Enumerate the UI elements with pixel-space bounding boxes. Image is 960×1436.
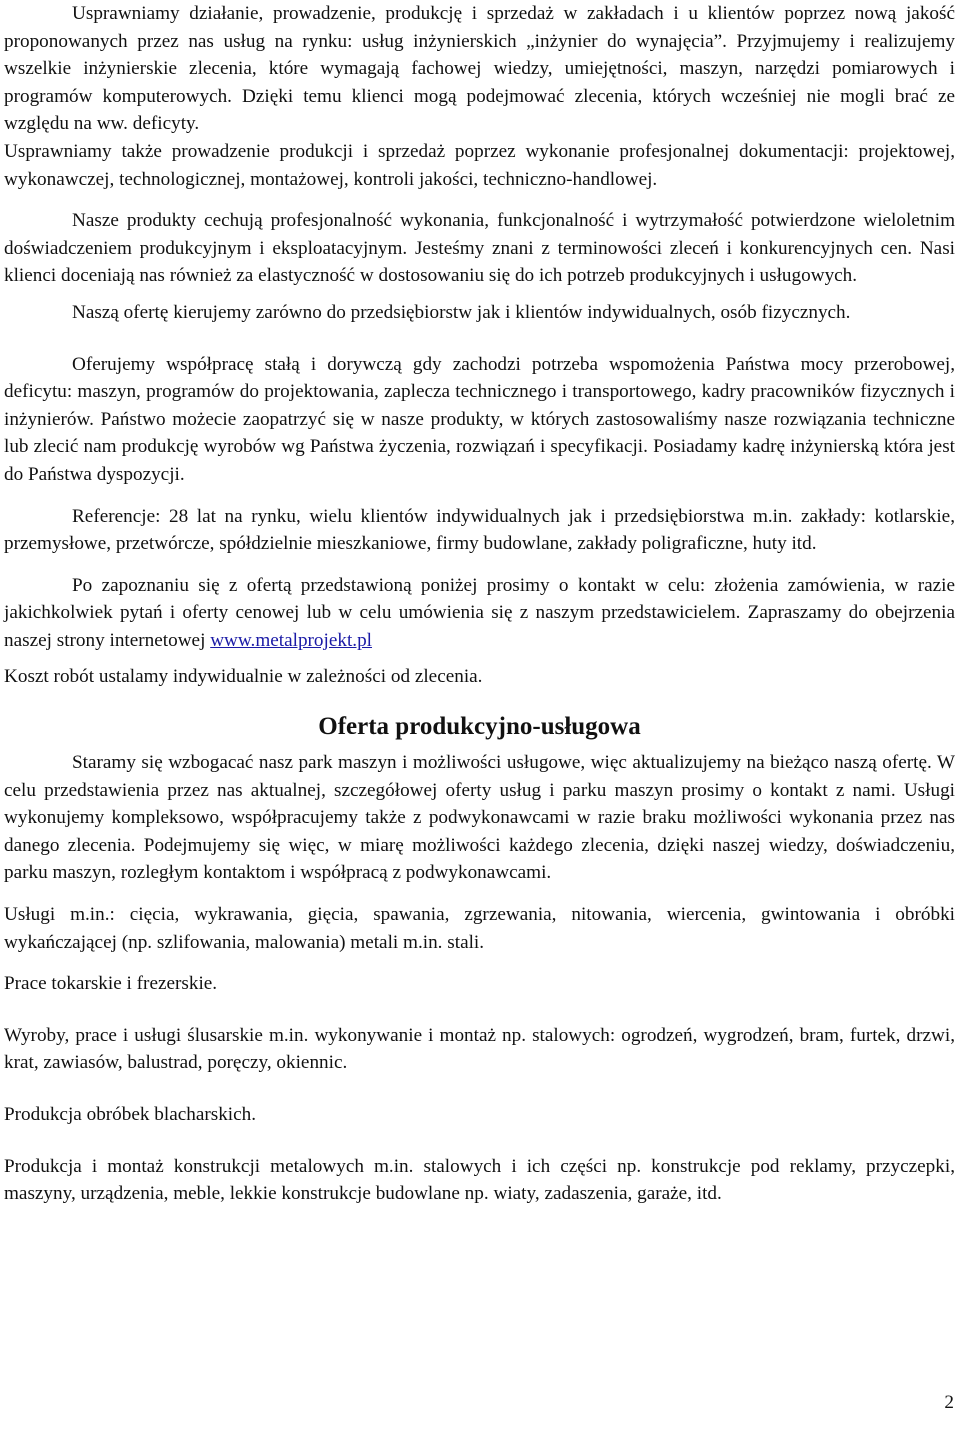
section-heading: Oferta produkcyjno-usługowa [318, 713, 641, 741]
intro-paragraph: Usprawniamy działanie, prowadzenie, produkcję i sprzedaż w zakładach i u klientów poprzez nową jakość proponowanych przez nas usług na rynku: usług inżynierskich „inżynier do wynajęcia”. Przyjmujemy i realizujemy wszelkie inżynierskie zlecenia, które wymagają fachowej wiedzy, umiejętności, maszyn, narzędzi pomiarowych i programów komputerowych. Dzięki temu klienci mogą podejmować zlecenia, których wcześniej nie mogli brać ze względu na ww. deficyty. [4, 3, 955, 135]
services-paragraph: Usługi m.in.: cięcia, wykrawania, gięcia, spawania, zgrzewania, nitowania, wiercenia, gwintowania i obróbki wykańczającej (np. szlifowania, malowania) metali m.in. stali. [4, 904, 955, 953]
documentation-paragraph: Usprawniamy także prowadzenie produkcji i sprzedaż poprzez wykonanie profesjonalnej dokumentacji: projektowej, wykonawczej, technologicznej, montażowej, kontroli jakości, techniczno-handlowej. [4, 140, 955, 190]
turning-milling-paragraph: Prace tokarskie i frezerskie. [4, 973, 218, 995]
document-page [4, 0, 955, 1208]
references-paragraph: Referencje: 28 lat na rynku, wielu klientów indywidualnych jak i przedsiębiorstwa m.in. zakłady: kotlarskie, przemysłowe, przetwórcze, spółdzielnie mieszkaniowe, firmy budowlane, zakłady poligraficzne, huty itd. [4, 505, 955, 555]
page-number: 2 [944, 1392, 954, 1413]
contact-paragraph [4, 572, 955, 655]
target-clients-paragraph: Naszą ofertę kierujemy zarówno do przedsiębiorstw jak i klientów indywidualnych, osób fizycznych. [72, 301, 851, 323]
products-paragraph: Nasze produkty cechują profesjonalność wykonania, funkcjonalność i wytrzymałość potwierdzone wieloletnim doświadczeniem produkcyjnym i eksploatacyjnym. Jesteśmy znani z terminowości zleceń i konkurencyjnych cen. Nasi klienci doceniają nas również za elastyczność w dostosowaniu się do ich potrzeb produkcyjnych i usługowych. [4, 210, 955, 287]
cost-paragraph: Koszt robót ustalamy indywidualnie w zależności od zlecenia. [4, 666, 483, 688]
cooperation-paragraph: Oferujemy współpracę stałą i dorywczą gdy zachodzi potrzeba wspomożenia Państwa mocy przerobowej, deficytu: maszyn, programów do projektowania, zaplecza technicznego i transportowego, kadry pracowników fizycznych i inżynierów. Państwo możecie zaopatrzyć się w nasze produkty, w których zastosowaliśmy nasze rozwiązania techniczne lub zlecić nam produkcję wyrobów wg Państwa życzenia, rozwiązań i specyfikacji. Posiadamy kadrę inżynierską która jest do Państwa dyspozycji. [4, 353, 955, 485]
sheet-metal-paragraph: Produkcja obróbek blacharskich. [4, 1104, 257, 1125]
offer-paragraph: Staramy się wzbogacać nasz park maszyn i możliwości usługowe, więc aktualizujemy na bieżąco naszą ofertę. W celu przedstawienia przez nas aktualnej, szczegółowej oferty usług i parku maszyn prosimy o kontakt z nami. Usługi wykonujemy kompleksowo, współpracujemy także z podwykonawcami w razie braku możliwości wykonania przez nas danego zlecenia. Podejmujemy się więc, w miarę możliwości każdego zlecenia, dzięki naszej wiedzy, doświadczeniu, parku maszyn, rozległym kontaktom i współpracą z podwykonawcami. [4, 752, 955, 884]
metal-structures-paragraph: Produkcja i montaż konstrukcji metalowych m.in. stalowych i ich części np. konstrukcje pod reklamy, przyczepki, maszyny, urządzenia, meble, lekkie konstrukcje budowlane np. wiaty, zadaszenia, garaże, itd. [4, 1155, 955, 1205]
website-link[interactable]: www.metalprojekt.pl [210, 629, 373, 651]
contact-text: Po zapoznaniu się z ofertą przedstawioną poniżej prosimy o kontakt w celu: złożenia zamówienia, w razie jakichkolwiek pytań i oferty cenowej lub w celu umówienia się z naszym przedstawicielem. Zapraszamy do obejrzenia naszej strony internetowej [4, 574, 955, 651]
locksmith-paragraph: Wyroby, prace i usługi ślusarskie m.in. wykonywanie i montaż np. stalowych: ogrodzeń, wygrodzeń, bram, furtek, drzwi, krat, zawiasów, balustrad, poręczy, okiennic. [4, 1024, 955, 1074]
